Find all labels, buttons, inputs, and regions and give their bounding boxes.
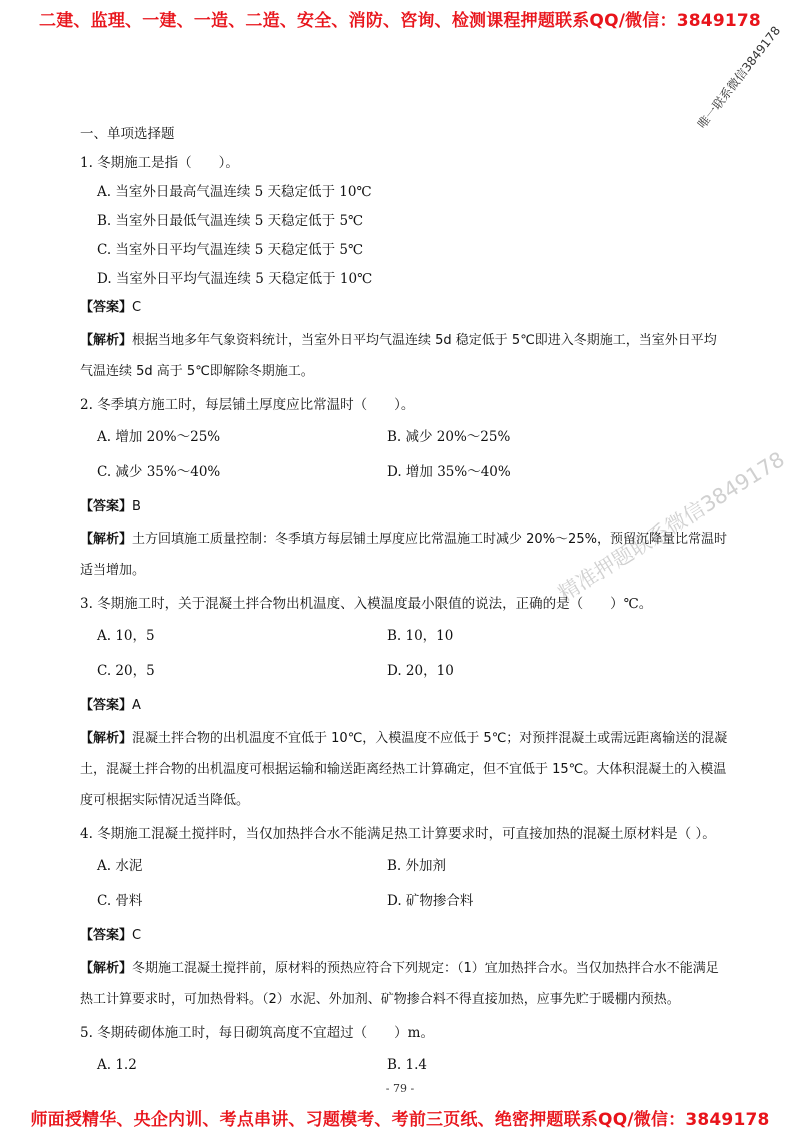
analysis-line — [80, 325, 728, 387]
option-b: B. 10，10 — [387, 628, 454, 644]
option-list — [97, 849, 728, 919]
question-5 — [80, 1021, 728, 1083]
question-stem: 3. 冬期施工时，关于混凝土拌合物出机温度、入模温度最小限值的说法，正确的是（ ）℃。 — [80, 596, 653, 612]
answer-line — [80, 496, 728, 518]
answer-tag: 【答案】 — [80, 698, 133, 713]
question-3 — [80, 592, 728, 816]
analysis-line — [80, 723, 728, 816]
analysis-tag: 【解析】 — [80, 731, 133, 746]
analysis-line — [80, 524, 728, 586]
document-body — [80, 122, 728, 1089]
question-4 — [80, 822, 728, 1015]
option-list — [97, 619, 728, 689]
option-d: D. 增加 35%～40% — [387, 464, 511, 480]
option-list — [97, 420, 728, 490]
question-1 — [80, 151, 728, 387]
question-stem: 4. 冬期施工混凝土搅拌时，当仅加热拌合水不能满足热工计算要求时，可直接加热的混凝土原材料是（ ）。 — [80, 826, 716, 842]
answer-line — [80, 695, 728, 717]
analysis-tag: 【解析】 — [80, 961, 133, 976]
footer-banner: 师面授精华、央企内训、考点串讲、习题模考、考前三页纸、绝密押题联系QQ/微信：3849178 — [30, 1110, 770, 1130]
option-a: A. 水泥 — [97, 858, 143, 874]
section-title: 一、单项选择题 — [80, 126, 175, 142]
option-list — [97, 181, 728, 291]
page-number: - 79 - — [385, 1082, 415, 1095]
answer-line — [80, 925, 728, 947]
answer-value: C — [132, 928, 142, 943]
watermark-large-text: 精准押题联系微信3849178 — [554, 447, 789, 607]
analysis-tag: 【解析】 — [80, 532, 133, 547]
option-b: B. 1.4 — [387, 1057, 427, 1073]
option-a: A. 10，5 — [97, 628, 155, 644]
watermark-small-text: 唯一联系微信3849178 — [694, 23, 784, 132]
option-a: A. 当室外日最高气温连续 5 天稳定低于 10℃ — [97, 184, 372, 200]
answer-line — [80, 297, 728, 319]
answer-value: C — [132, 300, 142, 315]
option-b: B. 外加剂 — [387, 858, 447, 874]
answer-tag: 【答案】 — [80, 928, 133, 943]
answer-tag: 【答案】 — [80, 499, 133, 514]
question-stem: 1. 冬期施工是指（ ）。 — [80, 155, 239, 171]
option-a: A. 1.2 — [97, 1057, 137, 1073]
question-stem: 5. 冬期砖砌体施工时，每日砌筑高度不宜超过（ ）m。 — [80, 1025, 434, 1041]
analysis-line — [80, 953, 728, 1015]
answer-tag: 【答案】 — [80, 300, 133, 315]
question-2 — [80, 393, 728, 586]
option-d: D. 矿物掺合料 — [387, 893, 474, 909]
analysis-text: 混凝土拌合物的出机温度不宜低于 10℃，入模温度不应低于 5℃；对预拌混凝土或需远距离输送的混凝土，混凝土拌合物的出机温度可根据运输和输送距离经热工计算确定，但不宜低于 15℃。大体积混凝土的入模温度可根据实际情况适当降低。 — [80, 731, 728, 808]
answer-value: A — [132, 698, 141, 713]
analysis-text: 土方回填施工质量控制：冬季填方每层铺土厚度应比常温施工时减少 20%～25%，预留沉降量比常温时适当增加。 — [80, 532, 727, 578]
analysis-tag: 【解析】 — [80, 333, 133, 348]
option-d: D. 20，10 — [387, 663, 454, 679]
option-c: C. 骨料 — [97, 893, 143, 909]
option-a: A. 增加 20%～25% — [97, 429, 221, 445]
question-stem: 2. 冬季填方施工时，每层铺土厚度应比常温时（ ）。 — [80, 397, 415, 413]
option-c: C. 20，5 — [97, 663, 155, 679]
header-banner: 二建、监理、一建、一造、二造、安全、消防、咨询、检测课程押题联系QQ/微信：3849178 — [39, 11, 761, 31]
answer-value: B — [132, 499, 141, 514]
analysis-text: 根据当地多年气象资料统计，当室外日平均气温连续 5d 稳定低于 5℃即进入冬期施工，当室外日平均气温连续 5d 高于 5℃即解除冬期施工。 — [80, 333, 717, 379]
option-list — [97, 1048, 728, 1083]
option-d: D. 当室外日平均气温连续 5 天稳定低于 10℃ — [97, 271, 373, 287]
option-b: B. 减少 20%～25% — [387, 429, 511, 445]
analysis-text: 冬期施工混凝土搅拌前，原材料的预热应符合下列规定：（1）宜加热拌合水。当仅加热拌合水不能满足热工计算要求时，可加热骨料。（2）水泥、外加剂、矿物掺合料不得直接加热，应事先贮于暖棚内预热。 — [80, 961, 719, 1007]
option-c: C. 当室外日平均气温连续 5 天稳定低于 5℃ — [97, 242, 364, 258]
option-b: B. 当室外日最低气温连续 5 天稳定低于 5℃ — [97, 213, 364, 229]
option-c: C. 减少 35%～40% — [97, 464, 221, 480]
